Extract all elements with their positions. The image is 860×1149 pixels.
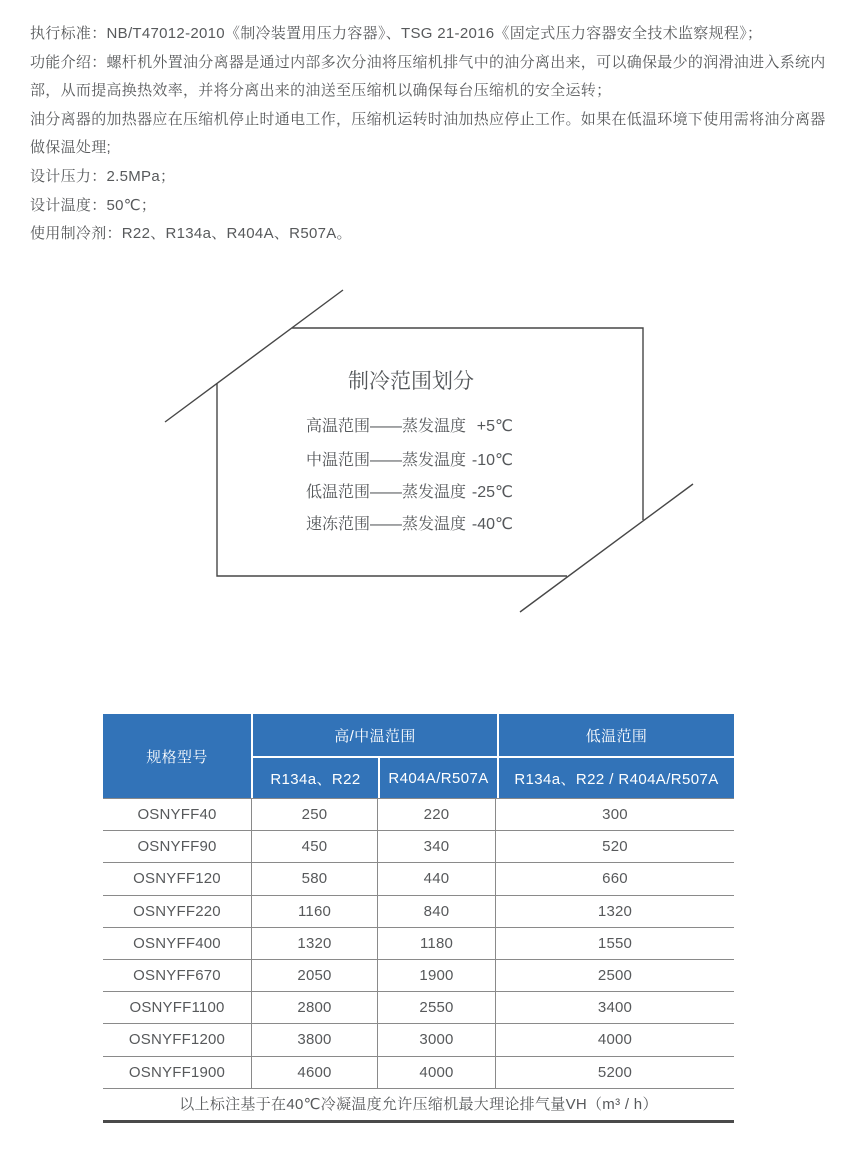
cell-model: OSNYFF40 xyxy=(103,799,252,830)
cell-model: OSNYFF1200 xyxy=(103,1024,252,1055)
cell-high-mid-r404a: 1180 xyxy=(378,928,496,959)
header-model-column: 规格型号 xyxy=(103,714,251,798)
cell-high-mid-r134a: 580 xyxy=(252,863,378,894)
intro-line-standards: 执行标准：NB/T47012-2010《制冷装置用压力容器》、TSG 21-2016《固定式压力容器安全技术监察规程》； xyxy=(30,25,763,42)
diagram-row-quickfreeze-value: -40℃ xyxy=(471,516,513,533)
table-row xyxy=(103,799,734,831)
spec-table xyxy=(103,714,734,1123)
table-row xyxy=(103,831,734,863)
box-bottom-left-edges xyxy=(217,383,567,576)
intro-line-heater-1: 油分离器的加热器应在压缩机停止时通电工作，压缩机运转时油加热应停止工作。如果在低温环境下使用需将油分离器 xyxy=(30,110,826,128)
intro-line-heater-2: 做保温处理; xyxy=(30,139,111,157)
intro-text xyxy=(30,20,826,249)
cell-high-mid-r134a: 2800 xyxy=(252,992,378,1023)
table-row xyxy=(103,896,734,928)
intro-line-refrigerants: 使用制冷剂：R22、R134a、R404A、R507A。 xyxy=(30,225,352,243)
header-sub-r134a-r22: R134a、R22 xyxy=(253,758,378,798)
diagram-row-low-value: -25℃ xyxy=(471,484,513,501)
table-header xyxy=(103,714,734,798)
intro-line-function-2: 部，从而提高换热效率，并将分离出来的油送至压缩机以确保每台压缩机的安全运转； xyxy=(30,82,612,100)
cell-high-mid-r404a: 3000 xyxy=(378,1024,496,1055)
header-sub-r404a-r507a: R404A/R507A xyxy=(380,758,497,798)
cell-low: 2500 xyxy=(597,967,633,985)
table-row xyxy=(103,960,734,992)
diagram-row-quickfreeze-label: 速冻范围——蒸发温度 xyxy=(306,516,467,533)
header-group-low: 低温范围 xyxy=(499,714,734,756)
cell-model: OSNYFF1100 xyxy=(103,992,252,1023)
cell-high-mid-r134a: 3800 xyxy=(252,1024,378,1055)
intro-line-design-pressure: 设计压力：2.5MPa； xyxy=(30,167,176,185)
table-footnote: 以上标注基于在40℃冷凝温度允许压缩机最大理论排气量VH（m³ / h） xyxy=(103,1089,734,1123)
table-row xyxy=(103,1024,734,1056)
table-row xyxy=(103,992,734,1024)
diagonal-line-bottom-right xyxy=(520,484,693,612)
diagram-title: 制冷范围划分 xyxy=(348,370,474,393)
cell-high-mid-r404a: 840 xyxy=(378,896,496,927)
intro-line-design-temperature: 设计温度：50℃； xyxy=(30,196,157,214)
cell-high-mid-r404a: 2550 xyxy=(378,992,496,1023)
cell-low: 3400 xyxy=(597,999,633,1017)
cell-model: OSNYFF400 xyxy=(103,928,252,959)
cell-high-mid-r404a: 340 xyxy=(378,831,496,862)
cell-low: 5200 xyxy=(597,1063,633,1081)
header-sub-low-refrigerants: R134a、R22 / R404A/R507A xyxy=(499,758,734,798)
diagram-row-mid-label: 中温范围——蒸发温度 xyxy=(306,452,467,469)
table-body xyxy=(103,798,734,1089)
cell-high-mid-r134a: 1160 xyxy=(252,896,378,927)
refrigeration-range-diagram xyxy=(140,270,720,620)
cell-high-mid-r404a: 440 xyxy=(378,863,496,894)
cell-high-mid-r134a: 2050 xyxy=(252,960,378,991)
table-row xyxy=(103,928,734,960)
diagram-row-high-label: 高温范围——蒸发温度 xyxy=(306,418,467,435)
cell-high-mid-r134a: 450 xyxy=(252,831,378,862)
cell-high-mid-r404a: 220 xyxy=(378,799,496,830)
diagram-row-mid-value: -10℃ xyxy=(471,452,513,469)
table-row xyxy=(103,1057,734,1089)
cell-model: OSNYFF1900 xyxy=(103,1057,252,1088)
cell-high-mid-r404a: 1900 xyxy=(378,960,496,991)
cell-low: 520 xyxy=(602,838,628,856)
cell-low: 300 xyxy=(602,806,628,824)
cell-model: OSNYFF90 xyxy=(103,831,252,862)
header-group-high-mid: 高/中温范围 xyxy=(253,714,497,756)
cell-low: 1550 xyxy=(597,934,633,952)
cell-high-mid-r134a: 250 xyxy=(252,799,378,830)
table-row xyxy=(103,863,734,895)
cell-high-mid-r134a: 1320 xyxy=(252,928,378,959)
cell-high-mid-r134a: 4600 xyxy=(252,1057,378,1088)
cell-low: 1320 xyxy=(597,902,633,920)
diagonal-line-top-left xyxy=(165,290,343,422)
cell-model: OSNYFF220 xyxy=(103,896,252,927)
diagram-row-high-value: +5℃ xyxy=(476,418,513,435)
cell-low: 660 xyxy=(602,870,628,888)
cell-model: OSNYFF120 xyxy=(103,863,252,894)
cell-low: 4000 xyxy=(597,1031,633,1049)
intro-line-function-1: 功能介绍：螺杆机外置油分离器是通过内部多次分油将压缩机排气中的油分离出来，可以确保最少的润滑油进入系统内 xyxy=(30,53,826,71)
cell-high-mid-r404a: 4000 xyxy=(378,1057,496,1088)
diagram-row-low-label: 低温范围——蒸发温度 xyxy=(306,484,467,501)
cell-model: OSNYFF670 xyxy=(103,960,252,991)
